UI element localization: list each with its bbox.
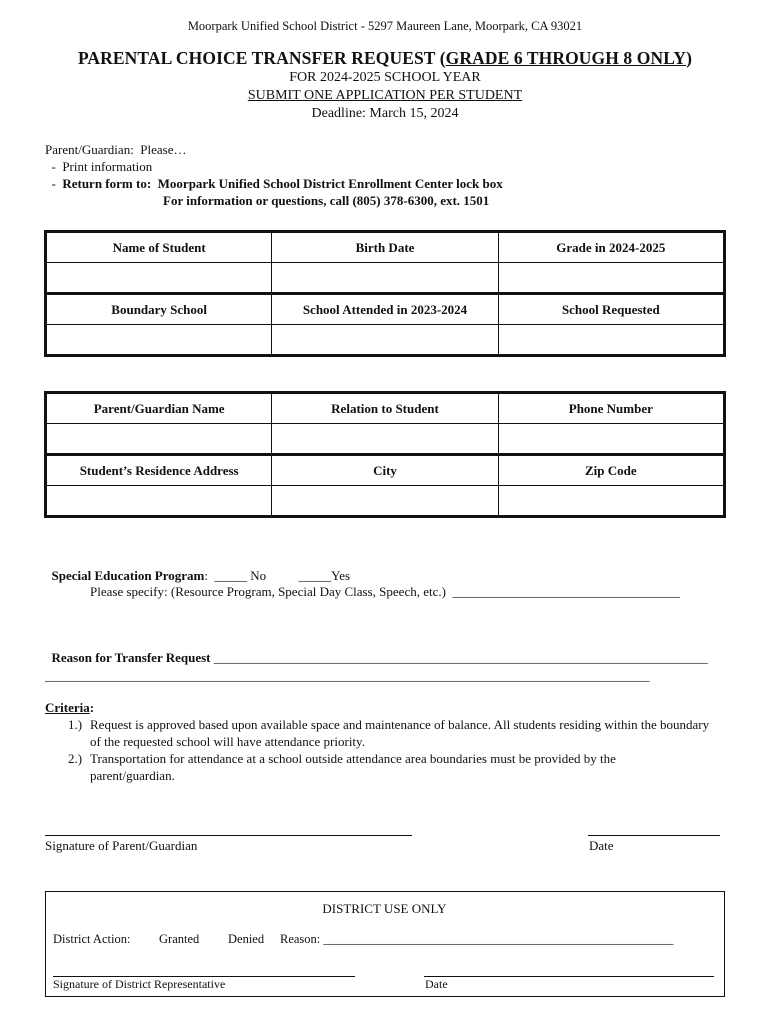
name-of-student-field[interactable] — [46, 263, 272, 294]
parent-name-field[interactable] — [46, 424, 272, 455]
school-year: FOR 2024-2025 SCHOOL YEAR — [289, 70, 481, 85]
parent-name-header: Parent/Guardian Name — [46, 393, 272, 424]
school-attended-header: School Attended in 2023-2024 — [272, 294, 498, 325]
zip-field[interactable] — [498, 486, 724, 517]
district-date-line[interactable] — [424, 976, 714, 977]
denied-option[interactable]: Denied — [228, 932, 265, 946]
reason-line-2[interactable]: _____________________________________________________________________________________________ — [45, 668, 650, 683]
relation-field[interactable] — [272, 424, 498, 455]
title-suffix: ) — [686, 48, 693, 68]
boundary-school-header: Boundary School — [46, 294, 272, 325]
parent-date-line[interactable] — [588, 835, 720, 836]
district-use-heading: DISTRICT USE ONLY — [322, 901, 447, 916]
intro-greeting: Parent/Guardian: Please… — [45, 142, 187, 157]
parent-signature-label: Signature of Parent/Guardian — [45, 838, 198, 853]
rep-signature-label: Signature of District Representative — [53, 977, 226, 991]
intro-bullet: - — [45, 176, 63, 191]
criteria-colon: : — [89, 700, 95, 715]
birth-date-field[interactable] — [272, 263, 498, 294]
criteria-item-1: Request is approved based upon available space and maintenance of balance. All students residing within the boundary of the requested school will have attendance priority. — [90, 717, 710, 749]
contact-info: For information or questions, call (805) 378-6300, ext. 1501 — [163, 193, 490, 208]
reason-label: Reason for Transfer Request — [51, 650, 211, 665]
school-attended-field[interactable] — [272, 325, 498, 356]
special-ed-row — [45, 552, 350, 584]
school-requested-header: School Requested — [498, 294, 724, 325]
grade-field[interactable] — [498, 263, 724, 294]
return-form-text: Return form to: Moorpark Unified School District Enrollment Center lock box — [62, 176, 503, 191]
zip-header: Zip Code — [498, 455, 724, 486]
special-ed-label: Special Education Program — [51, 568, 205, 583]
special-ed-options[interactable]: : _____ No _____Yes — [204, 568, 351, 583]
title-grade-range: GRADE 6 THROUGH 8 ONLY — [445, 48, 687, 68]
submit-note: SUBMIT ONE APPLICATION PER STUDENT — [247, 88, 523, 103]
criteria-number-2: 2.) — [68, 751, 83, 766]
city-header: City — [272, 455, 498, 486]
phone-field[interactable] — [498, 424, 724, 455]
reason-row — [45, 634, 708, 666]
name-of-student-header: Name of Student — [46, 232, 272, 263]
granted-option[interactable]: Granted — [159, 932, 200, 946]
student-info-table — [44, 230, 726, 357]
deadline: Deadline: March 15, 2024 — [311, 106, 459, 121]
reason-line-1[interactable]: ____________________________________________________________________________ — [210, 650, 708, 665]
birth-date-header: Birth Date — [272, 232, 498, 263]
district-date-label: Date — [425, 977, 448, 991]
district-action-label: District Action: — [53, 932, 131, 946]
residence-address-header: Student’s Residence Address — [46, 455, 272, 486]
criteria-item-2: Transportation for attendance at a school outside attendance area boundaries must be provided by the parent/guardian. — [90, 751, 616, 783]
district-use-box — [45, 891, 725, 997]
special-ed-specify[interactable]: Please specify: (Resource Program, Special Day Class, Speech, etc.) ___________________________________ — [90, 584, 680, 599]
district-address-header: Moorpark Unified School District - 5297 Maureen Lane, Moorpark, CA 93021 — [187, 19, 583, 33]
residence-address-field[interactable] — [46, 486, 272, 517]
phone-header: Phone Number — [498, 393, 724, 424]
district-reason[interactable]: Reason: ________________________________________________________ — [280, 932, 674, 946]
criteria-section — [45, 699, 725, 784]
relation-header: Relation to Student — [272, 393, 498, 424]
parent-signature-line[interactable] — [45, 835, 412, 836]
title-prefix: PARENTAL CHOICE TRANSFER REQUEST ( — [77, 48, 446, 68]
criteria-number-1: 1.) — [68, 717, 83, 732]
parent-info-table — [44, 391, 726, 518]
boundary-school-field[interactable] — [46, 325, 272, 356]
form-title — [0, 48, 770, 69]
city-field[interactable] — [272, 486, 498, 517]
intro-return-form — [45, 175, 503, 192]
school-requested-field[interactable] — [498, 325, 724, 356]
grade-header: Grade in 2024-2025 — [498, 232, 724, 263]
parent-date-label: Date — [589, 838, 614, 853]
criteria-label: Criteria — [45, 700, 90, 715]
intro-print-info: - Print information — [45, 159, 153, 174]
